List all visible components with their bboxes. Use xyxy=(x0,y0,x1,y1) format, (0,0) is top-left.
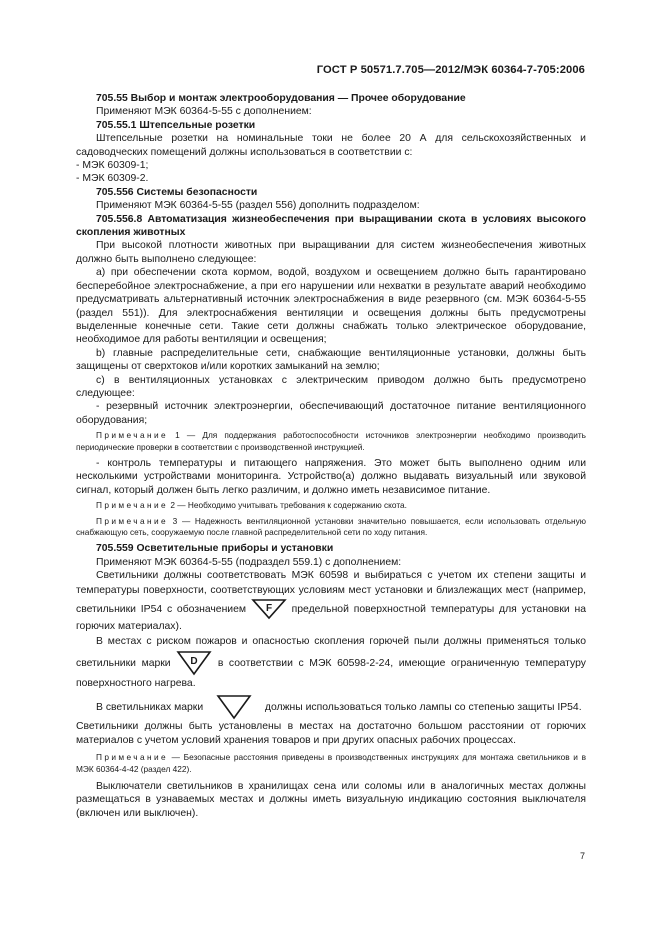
note-2-text: 2 — Необходимо учитывать требования к содержанию скота. xyxy=(168,500,407,511)
item-c-monitoring: - контроль температуры и питающего напряжения. Это может быть выполнено одним или несколькими устройствами мониторинга. Устройство(а) должно выдавать визуальный или звуковой сигнал, который должен быть легко различим, и должно иметь независимое питание. xyxy=(76,457,586,496)
item-c: с) в вентиляционных установках с электрическим приводом должно быть предусмотрено следующее: xyxy=(76,374,586,399)
note-3 xyxy=(76,516,586,539)
f-mark-letter: F xyxy=(265,603,272,615)
note-1 xyxy=(76,430,586,453)
fire-risk-text-a: В местах с риском пожаров и опасностью скопления горючей пыли должны применяться только светильники марки xyxy=(76,636,586,670)
livestock-paragraph: При высокой плотности животных при выращивании для систем жизнеобеспечения животных должно быть выполнено следующее: xyxy=(76,240,586,265)
f-mark-icon xyxy=(251,598,287,620)
lamps-paragraph xyxy=(76,694,586,720)
section-705-556-intro: Применяют МЭК 60364-5-55 (раздел 556) дополнить подразделом: xyxy=(96,200,420,212)
empty-mark-icon xyxy=(216,694,252,720)
item-b: b) главные распределительные сети, снабжающие вентиляционные установки, должны быть защищены от сверхтоков и/или коротких замыканий на землю; xyxy=(76,347,586,373)
fire-risk-text-b: в соответствии с МЭК 60598-2-24, имеющие ограниченную температуру поверхностного нагрева. xyxy=(76,658,586,690)
section-705-55-1-title: 705.55.1 Штепсельные розетки xyxy=(96,119,256,131)
lamps-text-a: В светильниках марки xyxy=(96,702,207,714)
section-705-559-intro: Применяют МЭК 60364-5-55 (подраздел 559.1) с дополнением: xyxy=(96,556,402,568)
bullet-iec-60309-2: - МЭК 60309-2. xyxy=(76,173,149,185)
luminaires-text-a: Светильники должны соответствовать МЭК 60598 и выбираться с учетом их степени защиты и температуры поверхности, соответствующих условиям мест установки и близлежащих мест (например, светильники IP54 с обозначением xyxy=(76,570,586,615)
bullet-iec-60309-1: - МЭК 60309-1; xyxy=(76,160,149,172)
note-2-label: Примечание xyxy=(96,500,169,511)
document-body xyxy=(76,92,586,820)
note-distances xyxy=(76,752,586,775)
item-c-reserve: - резервный источник электроэнергии, обеспечивающий достаточное питание вентиляционного оборудования; xyxy=(76,401,586,426)
luminaires-text-b: предельной поверхностной температуры для установки на горючих материалах). xyxy=(76,603,586,633)
d-mark-letter: D xyxy=(190,656,198,668)
section-705-559-title: 705.559 Осветительные приборы и установки xyxy=(96,543,334,555)
section-705-556-8-title: 705.556.8 Автоматизация жизнеобеспечения при выращивании скота в условиях высокого скопления животных xyxy=(76,213,586,239)
note-1-label: Примечание xyxy=(96,430,169,441)
fire-risk-paragraph xyxy=(76,634,586,692)
note-3-text: 3 — Надежность вентиляционной установки значительно повышается, если использовать отдельную снабжающую сеть, сооружаемую после главной распределительной сети по ходу питания. xyxy=(76,515,586,537)
luminaires-paragraph xyxy=(76,569,586,634)
sockets-paragraph: Штепсельные розетки на номинальные токи не более 20 А для сельскохозяйственных и садоводческих помещений должны использоваться в соответствии с: xyxy=(76,133,586,158)
item-a: а) при обеспечении скота кормом, водой, воздухом и освещением должно быть гарантировано бесперебойное электроснабжение, а при его нарушении или нехватки в результате аварий необходимо предусматривать альтернативный источник электроснабжения в виде резервного (см. МЭК 60364-5-55 (раздел 551)). Для электроснабжения вентиляции и освещения должны быть предусмотрены выделенные конечные сети. Такие сети должны снабжать только электрическое оборудование, необходимое для работы вентиляции и освещения; xyxy=(76,267,586,346)
note-distances-text: — Безопасные расстояния приведены в производственных инструкциях для монтажа светильников и в МЭК 60364-4-42 (раздел 422). xyxy=(76,752,586,774)
section-705-55-intro: Применяют МЭК 60364-5-55 с дополнением: xyxy=(96,106,312,118)
page-number: 7 xyxy=(579,851,585,861)
switches-paragraph: Выключатели светильников в хранилищах сена или соломы или в аналогичных местах должны размещаться в узнаваемых местах и должны иметь визуальную индикацию состояния выключателя (включен или выключен). xyxy=(76,781,586,819)
d-mark-icon xyxy=(176,650,212,676)
note-2 xyxy=(76,500,586,511)
lamps-text-b: должны использоваться только лампы со степенью защиты IP54. xyxy=(262,702,582,714)
note-distances-label: Примечание xyxy=(96,752,169,763)
section-705-556-title: 705.556 Системы безопасности xyxy=(96,186,258,198)
distance-paragraph: Светильники должны быть установлены в местах на достаточно большом расстоянии от горючих материалов с учетом условий хранения товаров и при других опасных рабочих процессах. xyxy=(76,721,586,746)
note-3-label: Примечание xyxy=(96,515,169,526)
note-1-text: 1 — Для поддержания работоспособности источников электроэнергии необходимо производить периодические проверки в соответствии с производственной инструкцией. xyxy=(76,430,586,452)
section-705-55-title: 705.55 Выбор и монтаж электрооборудования — Прочее оборудование xyxy=(96,93,466,104)
standard-header: ГОСТ Р 50571.7.705—2012/МЭК 60364-7-705:2006 xyxy=(316,64,585,76)
